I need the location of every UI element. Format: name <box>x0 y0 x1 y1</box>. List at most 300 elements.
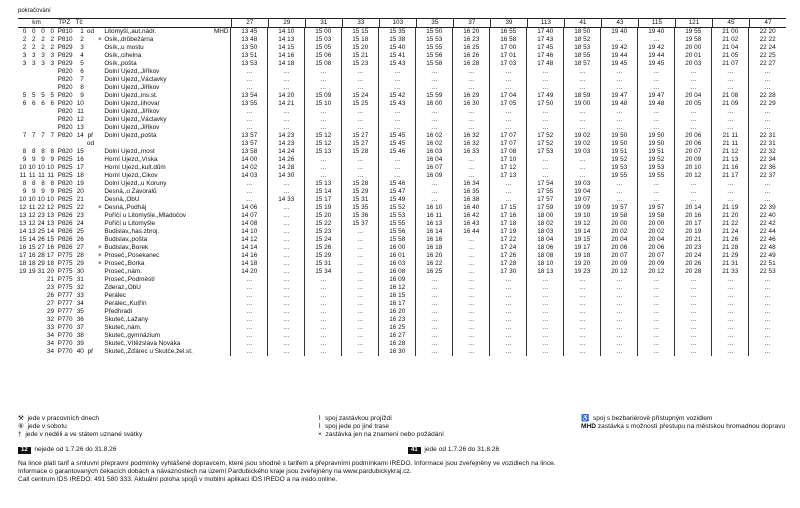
info-cell <box>85 164 96 172</box>
time-cell: 20 01 <box>675 52 712 60</box>
km-cell: 18 <box>19 260 27 267</box>
time-cell: 19 48 <box>638 100 675 108</box>
km-cell <box>18 324 27 332</box>
note-tariff: Na lince platí tarif a smluvní přepravní podmínky vyhlášené dopravcem, které jsou shodné s tarifem a přepravními podmínkami IREDO. Informace jsou zveřejněny ve vozidlech na lince. <box>18 460 556 467</box>
info-cell: př <box>87 348 94 355</box>
time-cell: … <box>564 84 601 92</box>
km-cell: 9 <box>31 156 36 163</box>
time-cell: … <box>675 332 712 340</box>
time-cell: … <box>416 300 453 308</box>
note-connections: Informace o garantovaných čekacích dobách a návaznostech na území Pardubického kraje jsou zveřejněny na www.pardubickykraj.cz. <box>18 468 412 475</box>
info-cell <box>85 268 96 276</box>
km-cell: 7 <box>41 132 45 139</box>
time-cell: … <box>379 164 416 172</box>
time-cell: … <box>342 68 379 76</box>
km-cell: 10 <box>28 164 36 171</box>
info-cell: 28 <box>76 252 84 259</box>
km-cell: 6 <box>50 100 55 107</box>
info-cell <box>212 76 231 84</box>
km-cell <box>27 300 36 308</box>
time-cell: … <box>453 292 490 300</box>
km-cell: 18 <box>28 260 36 267</box>
info-cell <box>96 348 103 356</box>
km-cell: 8 <box>22 148 27 155</box>
time-cell: 21 29 <box>712 252 749 260</box>
stop-name: Desná,,u Zavoralů <box>104 188 157 195</box>
info-cell: P770 <box>57 348 73 355</box>
time-cell: 15 38 <box>379 36 416 44</box>
km-cell <box>37 324 46 332</box>
info-cell: 25 <box>76 228 84 235</box>
info-cell: P829 <box>57 44 73 51</box>
time-cell: 21 09 <box>712 100 749 108</box>
info-cell: 10 <box>76 100 84 107</box>
table-row <box>18 252 786 260</box>
km-cell: 2 <box>50 44 55 51</box>
time-cell: 14 02 <box>231 164 268 172</box>
table-row <box>18 332 786 340</box>
time-cell: 17 18 <box>490 220 527 228</box>
time-cell: 20 04 <box>638 236 675 244</box>
time-cell: … <box>342 340 379 348</box>
time-cell: … <box>268 76 305 84</box>
km-cell: 11 <box>28 204 36 211</box>
time-cell: … <box>453 116 490 124</box>
time-cell: 20 19 <box>675 228 712 236</box>
stop-name: Dolní Újezd,,ins.st. <box>104 92 158 99</box>
info-cell <box>212 196 231 204</box>
info-cell <box>85 300 96 308</box>
km-cell <box>37 348 46 356</box>
time-cell: 14 03 <box>231 172 268 180</box>
info-cell: × <box>97 204 102 211</box>
km-cell: 3 <box>22 52 27 59</box>
info-cell: 18 <box>76 172 84 179</box>
info-cell <box>85 180 96 188</box>
time-cell: … <box>342 76 379 84</box>
km-cell: 12 <box>19 204 27 211</box>
time-cell: … <box>231 340 268 348</box>
time-cell: 15 21 <box>342 52 379 60</box>
info-cell <box>85 212 96 220</box>
km-cell: 9 <box>41 188 45 195</box>
time-cell: 19 02 <box>564 132 601 140</box>
info-cell <box>96 284 103 292</box>
time-cell: 15 27 <box>342 132 379 140</box>
km-cell <box>37 140 46 148</box>
time-cell: … <box>601 116 638 124</box>
time-cell: 16 02 <box>416 132 453 140</box>
info-cell: P825 <box>57 204 73 211</box>
time-cell: 13 57 <box>231 132 268 140</box>
info-cell: P820 <box>57 132 73 139</box>
time-cell: 17 52 <box>527 140 564 148</box>
time-cell: … <box>712 108 749 116</box>
stop-name: Skuteč,,Vítězslava Nováka <box>104 340 181 347</box>
legend-sunday: † jede v neděli a ve státem uznané svátky <box>18 431 143 438</box>
time-cell: 15 05 <box>305 44 342 52</box>
time-cell: 19 58 <box>601 212 638 220</box>
info-cell: 24 <box>76 220 84 227</box>
time-cell: … <box>675 276 712 284</box>
table-row <box>18 60 786 68</box>
time-cell: 15 09 <box>305 92 342 100</box>
pass-through-icon: ⌇ <box>318 415 322 422</box>
stop-name <box>103 140 212 148</box>
km-cell: 13 <box>19 212 27 219</box>
info-cell <box>96 92 103 100</box>
time-cell: … <box>231 68 268 76</box>
time-cell: … <box>231 124 268 132</box>
time-cell: … <box>342 164 379 172</box>
time-cell: … <box>416 196 453 204</box>
time-cell: 18 10 <box>527 260 564 268</box>
time-cell: … <box>564 172 601 180</box>
time-cell: 19 09 <box>564 204 601 212</box>
time-cell: 17 48 <box>527 60 564 68</box>
time-cell: … <box>379 68 416 76</box>
time-cell: 20 00 <box>638 220 675 228</box>
info-cell <box>85 76 96 84</box>
km-cell: 34 <box>46 348 55 355</box>
time-cell: … <box>638 124 675 132</box>
info-cell <box>85 172 96 180</box>
info-cell: × <box>97 252 102 259</box>
info-cell <box>85 244 96 252</box>
table-row <box>18 124 786 132</box>
note-callcentre: Call centrum IDS IREDO: 491 580 333. Aktuální poloha spojů v mobilní aplikaci IDS IREDO a na iredo.online. <box>18 476 338 483</box>
info-cell: 7 <box>80 76 84 83</box>
time-cell: 17 50 <box>527 100 564 108</box>
km-cell <box>37 300 46 308</box>
info-cell <box>85 124 96 132</box>
time-cell: 14 10 <box>231 228 268 236</box>
time-cell: 16 25 <box>379 324 416 332</box>
table-row <box>18 76 786 84</box>
time-cell: … <box>564 124 601 132</box>
time-cell: … <box>231 116 268 124</box>
info-cell <box>96 68 103 76</box>
time-cell: 19 57 <box>638 204 675 212</box>
time-cell: … <box>601 108 638 116</box>
km-cell: 8 <box>31 148 36 155</box>
time-cell: … <box>527 76 564 84</box>
time-cell: 16 20 <box>453 28 490 37</box>
km-cell: 2 <box>31 44 36 51</box>
stop-name: Proseč,,nám. <box>104 268 142 275</box>
time-cell: 20 06 <box>675 140 712 148</box>
stop-name: Dolní Újezd,,u Koruny <box>104 180 167 187</box>
stop-name: Dolní Újezd,,pošta <box>104 132 157 139</box>
time-cell: 20 12 <box>638 268 675 276</box>
time-cell: 22 25 <box>749 52 786 60</box>
info-cell <box>55 140 74 148</box>
info-cell <box>96 220 103 228</box>
time-cell: … <box>638 292 675 300</box>
km-cell: 18 <box>46 260 55 267</box>
notes <box>18 460 786 484</box>
time-cell: 17 13 <box>490 172 527 180</box>
time-cell: 17 05 <box>490 100 527 108</box>
trip-header: 37 <box>453 19 490 27</box>
time-cell: … <box>453 308 490 316</box>
time-cell: … <box>268 228 305 236</box>
km-cell: 34 <box>46 340 55 347</box>
info-cell <box>85 36 96 44</box>
time-cell: … <box>453 156 490 164</box>
time-cell: … <box>675 284 712 292</box>
time-cell: … <box>675 300 712 308</box>
time-cell: 20 09 <box>638 260 675 268</box>
time-cell: … <box>490 332 527 340</box>
km-cell: 10 <box>37 164 45 171</box>
time-cell: … <box>268 204 305 212</box>
time-cell: 19 44 <box>601 52 638 60</box>
time-cell: … <box>453 108 490 116</box>
time-cell: … <box>527 84 564 92</box>
time-cell: 15 31 <box>342 196 379 204</box>
km-cell: 10 <box>19 164 27 171</box>
legend-saturday: ⑥ jede v sobotu <box>18 423 67 430</box>
time-cell: 20 06 <box>638 244 675 252</box>
info-cell: P825 <box>57 172 73 179</box>
time-cell: 20 06 <box>601 244 638 252</box>
time-cell: … <box>305 108 342 116</box>
time-cell: … <box>416 276 453 284</box>
time-cell: 16 23 <box>379 316 416 324</box>
time-cell: … <box>268 116 305 124</box>
km-cell <box>27 84 36 92</box>
trip-header: 39 <box>490 19 527 27</box>
info-cell <box>212 92 231 100</box>
stop-name: Budislav,,Borek <box>104 244 149 251</box>
table-row <box>18 220 786 228</box>
time-cell: 15 28 <box>342 148 379 156</box>
time-cell: … <box>749 196 786 204</box>
time-cell: 22 42 <box>749 220 786 228</box>
info-cell <box>212 332 231 340</box>
km-cell <box>18 84 27 92</box>
time-cell: 19 07 <box>564 196 601 204</box>
time-cell: … <box>490 324 527 332</box>
stop-name: Skuteč,,Žďárec u Skutče,žel.st. <box>104 348 193 355</box>
time-cell: … <box>268 276 305 284</box>
time-cell: … <box>342 228 379 236</box>
time-cell: 19 00 <box>564 100 601 108</box>
info-cell: 2 <box>80 36 84 43</box>
km-cell <box>37 116 46 124</box>
time-cell: 16 22 <box>416 260 453 268</box>
info-cell: P775 <box>57 276 73 283</box>
info-cell: 1 <box>80 28 84 35</box>
time-cell: … <box>231 76 268 84</box>
time-cell: … <box>342 348 379 356</box>
info-cell: P810 <box>57 36 73 43</box>
km-cell <box>27 332 36 340</box>
time-cell: 14 20 <box>231 268 268 276</box>
info-cell <box>85 292 96 300</box>
time-cell: … <box>268 180 305 188</box>
time-cell: … <box>712 292 749 300</box>
km-cell: 14 <box>46 228 55 235</box>
km-cell <box>46 124 55 132</box>
time-cell: 22 48 <box>749 244 786 252</box>
time-cell: … <box>231 316 268 324</box>
time-cell: 20 00 <box>601 220 638 228</box>
time-cell: … <box>564 332 601 340</box>
time-cell: … <box>749 180 786 188</box>
time-cell: 17 53 <box>527 148 564 156</box>
time-cell: 17 12 <box>490 164 527 172</box>
time-cell: … <box>342 300 379 308</box>
time-cell: … <box>490 340 527 348</box>
info-cell: 31 <box>76 276 84 283</box>
time-cell: 15 24 <box>305 236 342 244</box>
time-cell: 15 47 <box>379 188 416 196</box>
info-cell: od <box>86 28 95 35</box>
time-cell: 17 24 <box>490 244 527 252</box>
time-cell: … <box>749 300 786 308</box>
km-cell <box>37 292 46 300</box>
km-cell: 11 <box>38 172 45 179</box>
km-cell: 5 <box>41 92 45 99</box>
stop-name: Dolní Újezd,,Jiříkov <box>104 124 160 131</box>
time-cell: … <box>305 84 342 92</box>
km-cell <box>27 316 36 324</box>
km-cell <box>18 76 27 84</box>
time-cell: … <box>601 196 638 204</box>
table-row <box>18 348 786 356</box>
time-cell: 19 15 <box>564 236 601 244</box>
info-cell: P825 <box>57 156 73 163</box>
time-cell: 21 26 <box>712 236 749 244</box>
info-cell <box>212 316 231 324</box>
table-row <box>18 324 786 332</box>
time-cell: … <box>305 156 342 164</box>
table-row <box>18 100 786 108</box>
time-cell: … <box>416 76 453 84</box>
time-cell: … <box>638 348 675 356</box>
time-cell: … <box>601 76 638 84</box>
info-cell <box>85 84 96 92</box>
time-cell: 15 35 <box>342 204 379 212</box>
table-row <box>18 148 786 156</box>
time-cell: … <box>268 260 305 268</box>
info-cell <box>212 180 231 188</box>
stop-name: Skuteč,,gymnázium <box>104 332 161 339</box>
info-cell <box>96 116 103 124</box>
km-cell: 13 <box>46 212 55 219</box>
time-cell: 16 18 <box>416 244 453 252</box>
time-cell: … <box>305 332 342 340</box>
info-cell: P820 <box>57 68 73 75</box>
time-cell: … <box>305 340 342 348</box>
time-cell: … <box>712 276 749 284</box>
km-cell: 2 <box>50 36 55 43</box>
time-cell: 15 15 <box>342 28 379 37</box>
time-cell: 15 12 <box>305 140 342 148</box>
km-cell: 3 <box>41 60 45 67</box>
info-cell <box>96 276 103 284</box>
time-cell: … <box>231 324 268 332</box>
info-cell <box>96 164 103 172</box>
info-cell <box>212 204 231 212</box>
time-cell: 16 09 <box>416 172 453 180</box>
km-cell: 9 <box>31 188 36 195</box>
time-cell: … <box>490 276 527 284</box>
time-cell: 21 07 <box>712 60 749 68</box>
km-cell <box>27 308 36 316</box>
time-cell: … <box>527 108 564 116</box>
time-cell: 15 18 <box>342 36 379 44</box>
time-cell: … <box>416 116 453 124</box>
legend-passes: ⌇ spoj zastávkou projíždí <box>318 415 392 422</box>
time-cell: 22 29 <box>749 100 786 108</box>
time-cell: … <box>231 300 268 308</box>
time-cell: … <box>527 124 564 132</box>
time-cell: 16 27 <box>379 332 416 340</box>
table-row <box>18 188 786 196</box>
stop-name: Poříčí u Litomyšle <box>104 220 156 227</box>
time-cell: … <box>490 76 527 84</box>
time-cell: 17 30 <box>490 268 527 276</box>
info-cell <box>212 108 231 116</box>
time-cell: 14 16 <box>268 52 305 60</box>
info-cell: 23 <box>76 212 84 219</box>
time-cell: 21 24 <box>712 228 749 236</box>
time-cell: … <box>453 76 490 84</box>
time-cell: 13 58 <box>231 148 268 156</box>
time-cell: 20 02 <box>638 228 675 236</box>
time-cell: 22 46 <box>749 236 786 244</box>
info-cell <box>85 156 96 164</box>
legend-mhd: MHD zastávka s možností přestupu na městskou hromadnou dopravu <box>581 423 786 430</box>
info-cell: 32 <box>76 284 84 291</box>
time-cell: 15 14 <box>305 188 342 196</box>
info-cell: 3 <box>80 44 84 51</box>
time-cell: 15 58 <box>416 60 453 68</box>
stop-name: Perálec <box>104 292 126 299</box>
time-cell: … <box>527 68 564 76</box>
km-cell: 12 <box>46 204 55 211</box>
time-cell: 17 04 <box>490 92 527 100</box>
time-cell: 15 23 <box>342 60 379 68</box>
time-cell: 19 18 <box>564 252 601 260</box>
table-row <box>18 84 786 92</box>
time-cell: 16 08 <box>379 268 416 276</box>
info-cell <box>212 292 231 300</box>
time-cell: … <box>379 156 416 164</box>
time-cell: 17 59 <box>527 204 564 212</box>
time-cell: 18 50 <box>564 28 601 37</box>
time-cell: 21 13 <box>712 156 749 164</box>
info-cell <box>212 268 231 276</box>
table-row <box>18 92 786 100</box>
stop-name: Skuteč,,nám. <box>104 324 142 331</box>
time-cell: 19 50 <box>601 132 638 140</box>
info-cell: P829 <box>57 52 73 59</box>
info-cell <box>85 308 96 316</box>
km-cell: 29 <box>46 308 55 315</box>
time-cell: 19 52 <box>638 156 675 164</box>
time-cell: 15 20 <box>342 44 379 52</box>
time-cell: … <box>527 308 564 316</box>
time-cell: … <box>638 36 675 44</box>
km-cell: 0 <box>31 28 36 35</box>
info-cell <box>96 60 103 68</box>
time-cell: … <box>712 188 749 196</box>
info-cell <box>85 324 96 332</box>
